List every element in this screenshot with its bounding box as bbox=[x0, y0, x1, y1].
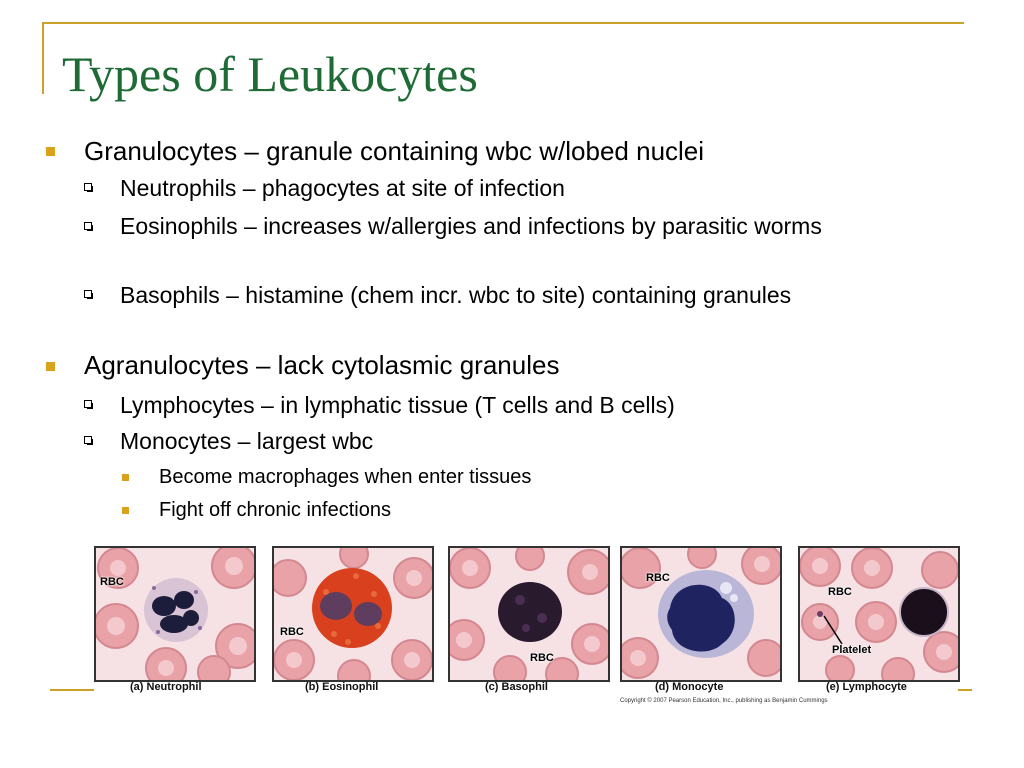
bullet-monocytes: Monocytes – largest wbc bbox=[120, 428, 374, 454]
lymphocyte-image bbox=[798, 546, 960, 682]
caption-basophil: (c) Basophil bbox=[485, 681, 548, 693]
frame-left-line bbox=[42, 22, 44, 94]
frame-top-line bbox=[42, 22, 964, 24]
bullet-granulocytes: Granulocytes – granule containing wbc w/lobed nuclei bbox=[84, 136, 705, 166]
bullet-square-icon bbox=[122, 507, 129, 514]
copyright-notice: Copyright © 2007 Pearson Education, Inc., publishing as Benjamin Cummings bbox=[620, 698, 828, 704]
neutrophil-image bbox=[94, 546, 256, 682]
bullet-hollow-square-icon bbox=[84, 290, 92, 298]
caption-lymphocyte: (e) Lymphocyte bbox=[826, 681, 907, 693]
bullet-neutrophils: Neutrophils – phagocytes at site of infection bbox=[120, 175, 565, 201]
eosinophil-image bbox=[272, 546, 434, 682]
basophil-image bbox=[448, 546, 610, 682]
rbc-label: RBC bbox=[280, 626, 304, 638]
bullet-hollow-square-icon bbox=[84, 183, 92, 191]
bullet-eosinophils: Eosinophils – increases w/allergies and infections by parasitic worms bbox=[120, 213, 822, 239]
bullet-macrophages: Become macrophages when enter tissues bbox=[159, 466, 532, 488]
bullet-square-icon bbox=[122, 474, 129, 481]
rbc-label: RBC bbox=[100, 576, 124, 588]
rbc-label: RBC bbox=[530, 652, 554, 664]
bullet-basophils: Basophils – histamine (chem incr. wbc to site) containing granules bbox=[120, 282, 792, 308]
frame-bottom-line-right bbox=[958, 689, 972, 691]
rbc-label: RBC bbox=[646, 572, 670, 584]
platelet-label: Platelet bbox=[832, 644, 872, 656]
bullet-lymphocytes: Lymphocytes – in lymphatic tissue (T cells and B cells) bbox=[120, 392, 675, 418]
slide-title: Types of Leukocytes bbox=[62, 46, 478, 102]
caption-neutrophil: (a) Neutrophil bbox=[130, 681, 202, 693]
caption-monocyte: (d) Monocyte bbox=[655, 681, 724, 693]
bullet-agranulocytes: Agranulocytes – lack cytolasmic granules bbox=[84, 350, 560, 380]
rbc-label: RBC bbox=[828, 586, 852, 598]
bullet-chronic-infections: Fight off chronic infections bbox=[159, 499, 391, 521]
bullet-square-icon bbox=[46, 147, 55, 156]
monocyte-image bbox=[620, 546, 782, 682]
bullet-hollow-square-icon bbox=[84, 400, 92, 408]
bullet-hollow-square-icon bbox=[84, 436, 92, 444]
bullet-square-icon bbox=[46, 362, 55, 371]
bullet-hollow-square-icon bbox=[84, 222, 92, 230]
frame-bottom-line-left bbox=[50, 689, 94, 691]
caption-eosinophil: (b) Eosinophil bbox=[305, 681, 379, 693]
